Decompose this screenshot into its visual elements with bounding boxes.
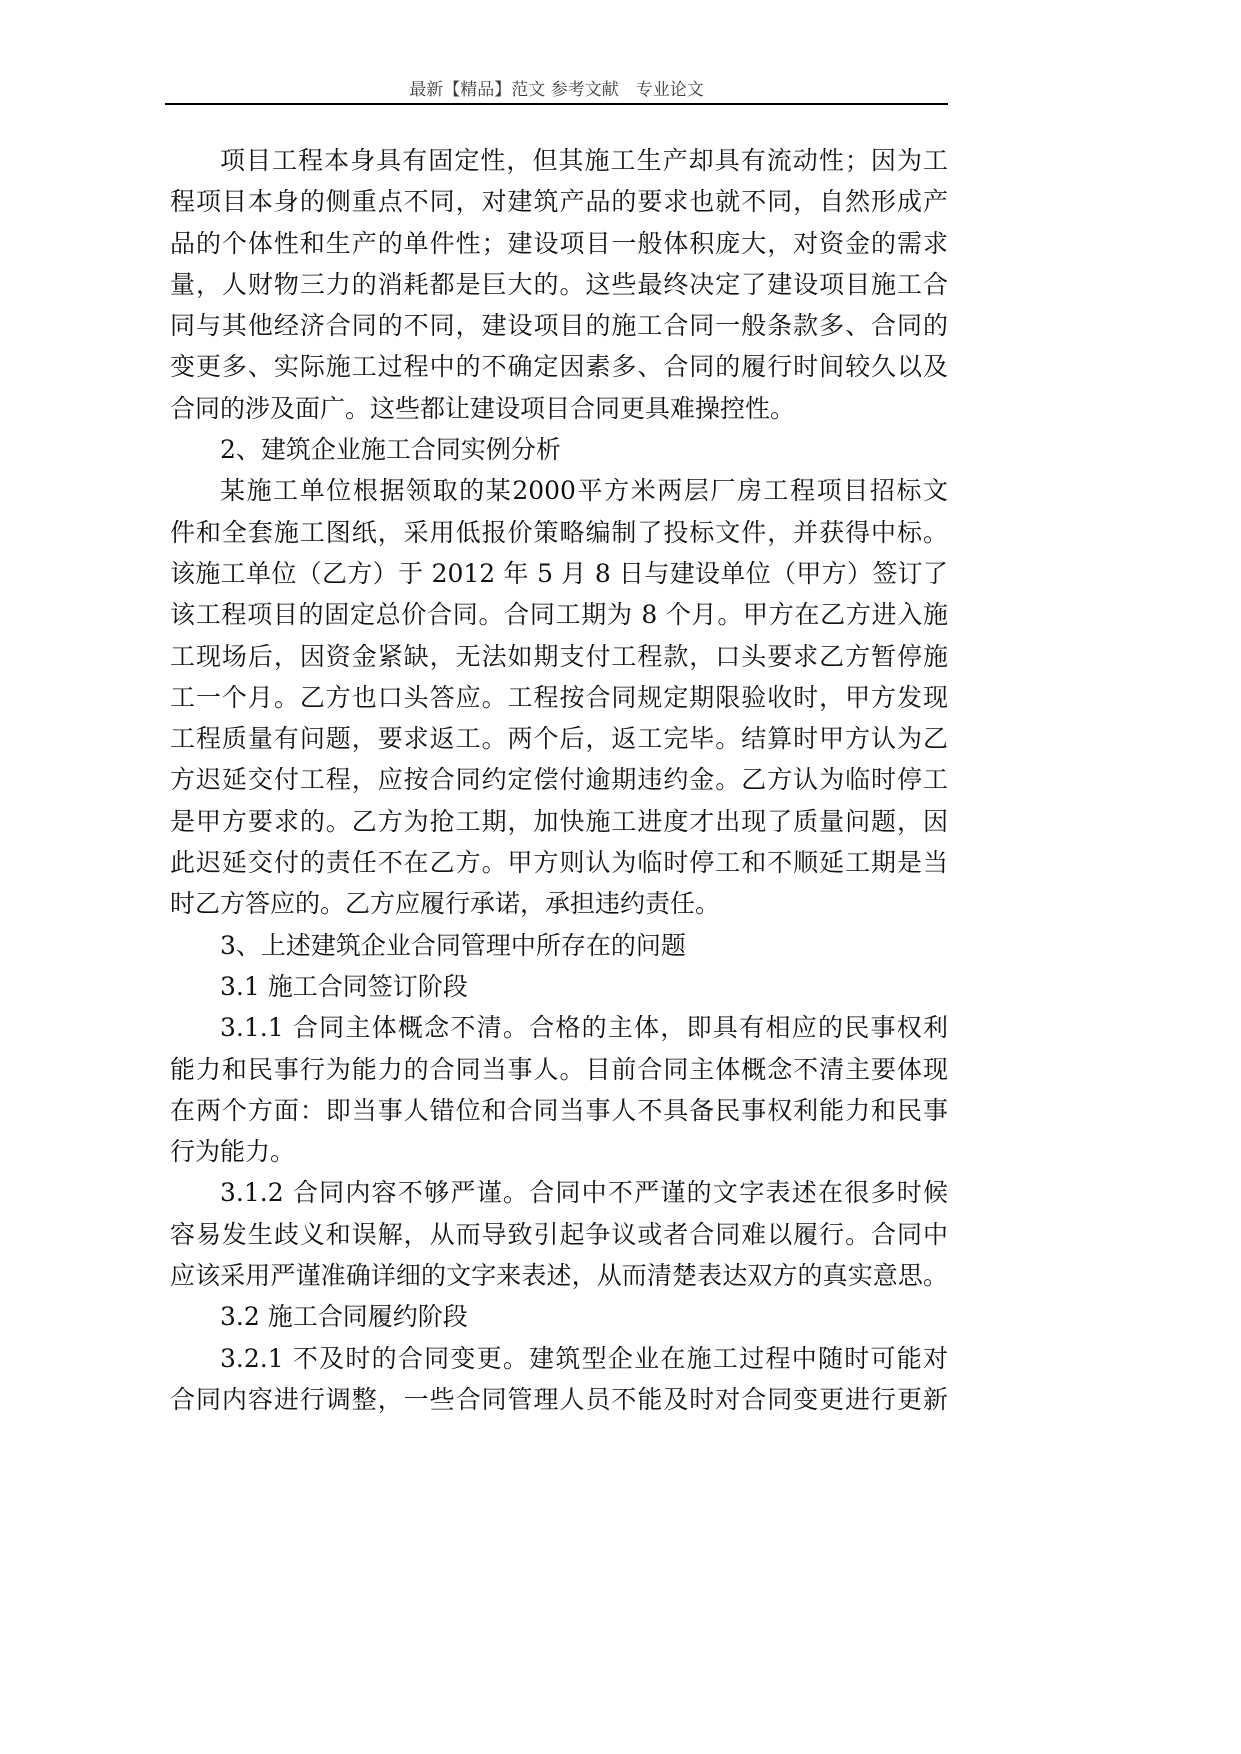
- text-line: 该施工单位（乙方）于 2012 年 5 月 8 日与建设单位（甲方）签订了: [170, 558, 948, 588]
- text-line: 方迟延交付工程，应按合同约定偿付逾期违约金。乙方认为临时停工: [170, 765, 948, 795]
- text-line: 合同内容进行调整，一些合同管理人员不能及时对合同变更进行更新: [170, 1384, 948, 1414]
- text-line: 工现场后，因资金紧缺，无法如期支付工程款，口头要求乙方暂停施: [170, 641, 948, 671]
- subsection-heading: 3.1 施工合同签订阶段: [220, 971, 468, 1001]
- text-line: 容易发生歧义和误解，从而导致引起争议或者合同难以履行。合同中: [170, 1219, 948, 1249]
- text-line: 时乙方答应的。乙方应履行承诺，承担违约责任。: [170, 889, 721, 919]
- text-line: 此迟延交付的责任不在乙方。甲方则认为临时停工和不顺延工期是当: [170, 848, 948, 878]
- text-line: 是甲方要求的。乙方为抢工期，加快施工进度才出现了质量问题，因: [170, 806, 948, 836]
- text-line: 程项目本身的侧重点不同，对建筑产品的要求也就不同，自然形成产: [170, 187, 948, 217]
- text-line: 项目工程本身具有固定性，但其施工生产却具有流动性；因为工: [220, 146, 948, 175]
- text-line: 3.2.1 不及时的合同变更。建筑型企业在施工过程中随时可能对: [220, 1343, 948, 1373]
- text-line: 在两个方面：即当事人错位和合同当事人不具备民事权利能力和民事: [170, 1095, 948, 1125]
- text-line: 量，人财物三力的消耗都是巨大的。这些最终决定了建设项目施工合: [170, 269, 948, 299]
- text-line: 品的个体性和生产的单件性；建设项目一般体积庞大，对资金的需求: [170, 228, 948, 258]
- text-line: 同与其他经济合同的不同，建设项目的施工合同一般条款多、合同的: [170, 311, 948, 341]
- page-header: 最新【精品】范文 参考文献 专业论文: [409, 80, 704, 100]
- text-line: 应该采用严谨准确详细的文字来表述，从而清楚表达双方的真实意思。: [170, 1261, 948, 1291]
- text-line: 行为能力。: [170, 1137, 296, 1167]
- text-line: 合同的涉及面广。这些都让建设项目合同更具难操控性。: [170, 393, 796, 423]
- text-line: 某施工单位根据领取的某2000平方米两层厂房工程项目招标文: [220, 476, 948, 506]
- text-line: 变更多、实际施工过程中的不确定因素多、合同的履行时间较久以及: [170, 352, 948, 382]
- paragraph: [170, 140, 948, 429]
- paragraph: [170, 470, 948, 924]
- text-line: 工一个月。乙方也口头答应。工程按合同规定期限验收时，甲方发现: [170, 682, 948, 712]
- subsection-heading: 3.2 施工合同履约阶段: [220, 1302, 468, 1332]
- paragraph: [170, 1007, 948, 1172]
- text-line: 工程质量有问题，要求返工。两个后，返工完毕。结算时甲方认为乙: [170, 724, 948, 754]
- document-body: [170, 140, 948, 1420]
- header-rule: [165, 103, 948, 105]
- text-line: 3.1.2 合同内容不够严谨。合同中不严谨的文字表述在很多时候: [220, 1178, 948, 1208]
- text-line: 3.1.1 合同主体概念不清。合格的主体，即具有相应的民事权利: [220, 1013, 948, 1043]
- text-line: 件和全套施工图纸，采用低报价策略编制了投标文件，并获得中标。: [170, 517, 948, 547]
- section-heading: 3、上述建筑企业合同管理中所存在的问题: [220, 930, 686, 960]
- paragraph: [170, 1172, 948, 1296]
- text-line: 能力和民事行为能力的合同当事人。目前合同主体概念不清主要体现: [170, 1054, 948, 1084]
- paragraph: [170, 1338, 948, 1421]
- text-line: 该工程项目的固定总价合同。合同工期为 8 个月。甲方在乙方进入施: [170, 600, 948, 630]
- section-heading: 2、建筑企业施工合同实例分析: [220, 435, 561, 465]
